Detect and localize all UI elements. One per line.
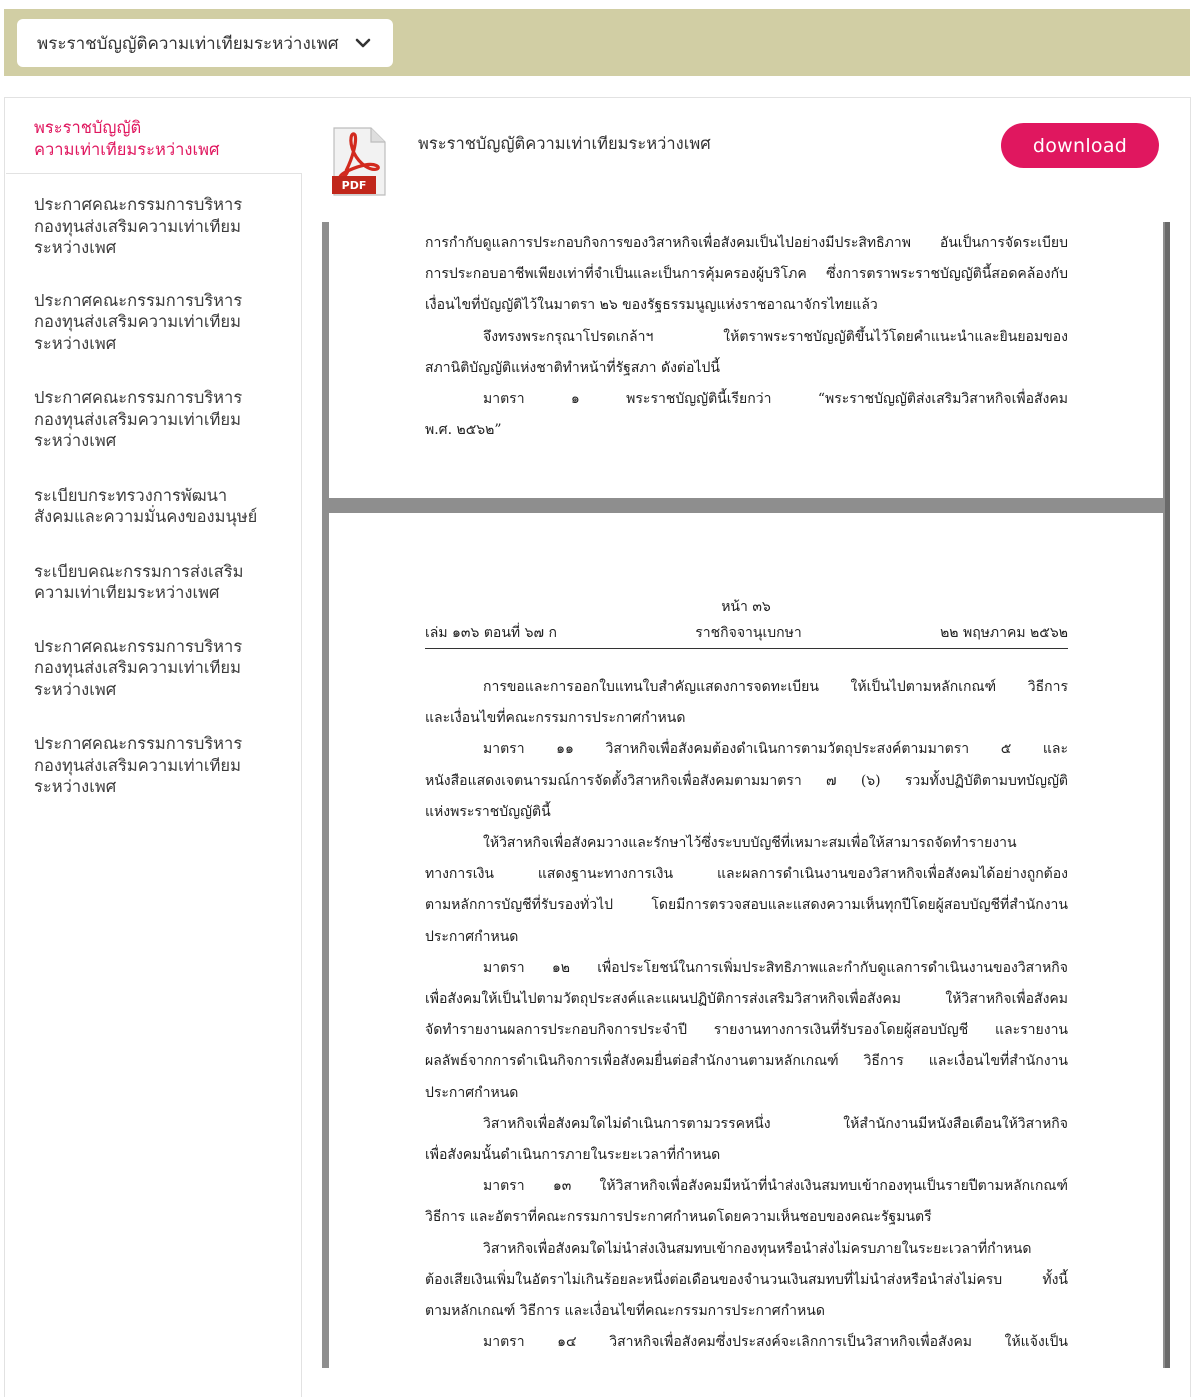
document-line: การกำกับดูแลการประกอบกิจการของวิสาหกิจเพื่อสังคมเป็นไปอย่างมีประสิทธิภาพ อันเป็นการจัดระเบียบ <box>425 235 1068 251</box>
document-line: ตามหลักการบัญชีที่รับรองทั่วไป โดยมีการตรวจสอบและแสดงความเห็นทุกปีโดยผู้สอบบัญชีที่สำนักงาน <box>425 897 1068 914</box>
document-line: มาตรา ๑๔ วิสาหกิจเพื่อสังคมซึ่งประสงค์จะเลิกการเป็นวิสาหกิจเพื่อสังคม ให้แจ้งเป็น <box>483 1334 1068 1351</box>
sidebar-item[interactable] <box>6 636 302 701</box>
document-line: ผลลัพธ์จากการดำเนินกิจการเพื่อสังคมยื่นต่อสำนักงานตามหลักเกณฑ์ วิธีการ และเงื่อนไขที่สำนักงาน <box>425 1053 1068 1070</box>
sidebar-item[interactable] <box>6 98 302 174</box>
sidebar-item[interactable] <box>6 194 302 259</box>
document-line: ให้วิสาหกิจเพื่อสังคมวางและรักษาไว้ซึ่งระบบบัญชีที่เหมาะสมเพื่อให้สามารถจัดทำรายงาน <box>483 835 1017 852</box>
document-selector-label: พระราชบัญญัติความเท่าเทียมระหว่างเพศ <box>37 33 339 54</box>
document-line: มาตรา ๑ พระราชบัญญัตินี้เรียกว่า “พระราชบัญญัติส่งเสริมวิสาหกิจเพื่อสังคม <box>483 391 1068 408</box>
sidebar-item-label: ระหว่างเพศ <box>34 431 117 450</box>
page-body <box>425 672 1068 1358</box>
document-line: วิสาหกิจเพื่อสังคมใดไม่นำส่งเงินสมทบเข้ากองทุนหรือนำส่งไม่ครบภายในระยะเวลาที่กำหนด <box>483 1240 1032 1257</box>
sidebar-item-label: ประกาศคณะกรรมการบริหาร <box>34 290 243 310</box>
document-title: พระราชบัญญัติความเท่าเทียมระหว่างเพศ <box>418 134 711 153</box>
sidebar-item[interactable] <box>6 485 302 528</box>
document-line: จึงทรงพระกรุณาโปรดเกล้าฯ ให้ตราพระราชบัญญัติขึ้นไว้โดยคำแนะนำและยินยอมของ <box>483 328 1068 345</box>
sidebar-item-label: กองทุนส่งเสริมความเท่าเทียม <box>34 312 241 331</box>
sidebar-item-label: ประกาศคณะกรรมการบริหาร <box>34 636 243 656</box>
top-bar <box>4 9 1190 76</box>
document-line: จัดทำรายงานผลการประกอบกิจการประจำปี รายงานทางการเงินที่รับรองโดยผู้สอบบัญชี และรายงาน <box>425 1022 1068 1039</box>
document-line: มาตรา ๑๑ วิสาหกิจเพื่อสังคมต้องดำเนินการตามวัตถุประสงค์ตามมาตรา ๕ และ <box>483 741 1068 758</box>
sidebar-item[interactable] <box>6 733 302 798</box>
page-body <box>425 228 1068 446</box>
sidebar-item-label: ระเบียบกระทรวงการพัฒนา <box>34 485 228 505</box>
sidebar-item-label: ความเท่าเทียมระหว่างเพศ <box>34 583 220 602</box>
document-line: หนังสือแสดงเจตนารมณ์การจัดตั้งวิสาหกิจเพื่อสังคมตามมาตรา ๗ (๖) รวมทั้งปฏิบัติตามบทบัญญัติ <box>425 772 1068 789</box>
sidebar-item-label: ระหว่างเพศ <box>34 777 117 796</box>
document-line: พ.ศ. ๒๕๖๒” <box>425 422 502 439</box>
pdf-viewer[interactable] <box>322 222 1170 1368</box>
chevron-down-icon <box>353 33 373 53</box>
gazette-name: ราชกิจจานุเบกษา <box>695 625 802 641</box>
pdf-page <box>329 513 1163 1368</box>
document-selector[interactable] <box>17 19 393 67</box>
gazette-header <box>425 622 1068 649</box>
sidebar-item-label: ระหว่างเพศ <box>34 238 117 257</box>
sidebar-item-label: ประกาศคณะกรรมการบริหาร <box>34 734 243 753</box>
document-line: ต้องเสียเงินเพิ่มในอัตราไม่เกินร้อยละหนึ่งต่อเดือนของจำนวนเงินสมทบที่ไม่นำส่งหรือนำส่งไม่ครบ ทั้งนี้ <box>425 1271 1068 1288</box>
sidebar-item-label: สังคมและความมั่นคงของมนุษย์ <box>34 507 258 526</box>
sidebar-item-label: ความเท่าเทียมระหว่างเพศ <box>34 139 220 159</box>
document-line: มาตรา ๑๓ ให้วิสาหกิจเพื่อสังคมมีหน้าที่นำส่งเงินสมทบเข้ากองทุนเป็นรายปีตามหลักเกณฑ์ <box>483 1178 1068 1195</box>
sidebar-item-label: กองทุนส่งเสริมความเท่าเทียม <box>34 409 241 429</box>
sidebar-item-label: กองทุนส่งเสริมความเท่าเทียม <box>34 658 241 677</box>
sidebar-item[interactable] <box>6 387 302 452</box>
document-line: การประกอบอาชีพเพียงเท่าที่จำเป็นและเป็นการคุ้มครองผู้บริโภค ซึ่งการตราพระราชบัญญัตินี้สอดคล้องกับ <box>425 266 1068 283</box>
sidebar-item[interactable] <box>6 290 302 355</box>
document-line: วิสาหกิจเพื่อสังคมใดไม่ดำเนินการตามวรรคหนึ่ง ให้สำนักงานมีหนังสือเตือนให้วิสาหกิจ <box>483 1115 1068 1132</box>
document-line: มาตรา ๑๒ เพื่อประโยชน์ในการเพิ่มประสิทธิภาพและกำกับดูแลการดำเนินงานของวิสาหกิจ <box>483 959 1068 976</box>
document-line: เงื่อนไขที่บัญญัติไว้ในมาตรา ๒๖ ของรัฐธรรมนูญแห่งราชอาณาจักรไทยแล้ว <box>425 297 878 314</box>
viewer-scrollbar[interactable] <box>1165 222 1170 1368</box>
document-line: เพื่อสังคมให้เป็นไปตามวัตถุประสงค์และแผนปฏิบัติการส่งเสริมวิสาหกิจเพื่อสังคม ให้วิสาหกิจเพื่อสังคม <box>425 991 1068 1008</box>
document-line: ประกาศกำหนด <box>425 928 519 945</box>
sidebar-item-label: ระหว่างเพศ <box>34 679 117 699</box>
pdf-file-icon <box>331 127 387 197</box>
sidebar-item-label: กองทุนส่งเสริมความเท่าเทียม <box>34 216 241 236</box>
sidebar-item[interactable] <box>6 561 302 604</box>
sidebar-item-label: ประกาศคณะกรรมการบริหาร <box>34 195 243 214</box>
gazette-volume: เล่ม ๑๓๖ ตอนที่ ๖๗ ก <box>425 625 557 641</box>
download-button[interactable]: download <box>1001 123 1159 168</box>
sidebar-item-label: พระราชบัญญัติ <box>34 118 142 137</box>
sidebar-item-label: ประกาศคณะกรรมการบริหาร <box>34 388 243 407</box>
sidebar <box>6 98 302 798</box>
sidebar-item-label: ระเบียบคณะกรรมการส่งเสริม <box>34 561 244 581</box>
document-line: ประกาศกำหนด <box>425 1084 519 1101</box>
document-line: สภานิติบัญญัติแห่งชาติทำหน้าที่รัฐสภา ดังต่อไปนี้ <box>425 359 720 376</box>
document-line: ทางการเงิน แสดงฐานะทางการเงิน และผลการดำเนินงานของวิสาหกิจเพื่อสังคมได้อย่างถูกต้อง <box>425 866 1068 883</box>
document-line: เพื่อสังคมนั้นดำเนินการภายในระยะเวลาที่กำหนด <box>425 1147 721 1164</box>
document-line: ตามหลักเกณฑ์ วิธีการ และเงื่อนไขที่คณะกรรมการประกาศกำหนด <box>425 1303 825 1320</box>
sidebar-item-label: กองทุนส่งเสริมความเท่าเทียม <box>34 755 241 775</box>
pdf-icon-label: PDF <box>341 179 367 192</box>
sidebar-item-label: ระหว่างเพศ <box>34 333 117 353</box>
document-line: และเงื่อนไขที่คณะกรรมการประกาศกำหนด <box>425 710 686 727</box>
page-number: หน้า ๓๖ <box>721 599 771 615</box>
gazette-date: ๒๒ พฤษภาคม ๒๕๖๒ <box>940 625 1068 641</box>
document-line: วิธีการ และอัตราที่คณะกรรมการประกาศกำหนดโดยความเห็นชอบของคณะรัฐมนตรี <box>425 1209 932 1226</box>
document-line: การขอและการออกใบแทนใบสำคัญแสดงการจดทะเบียน ให้เป็นไปตามหลักเกณฑ์ วิธีการ <box>483 679 1068 695</box>
document-line: แห่งพระราชบัญญัตินี้ <box>425 803 551 820</box>
pdf-page <box>329 222 1163 498</box>
